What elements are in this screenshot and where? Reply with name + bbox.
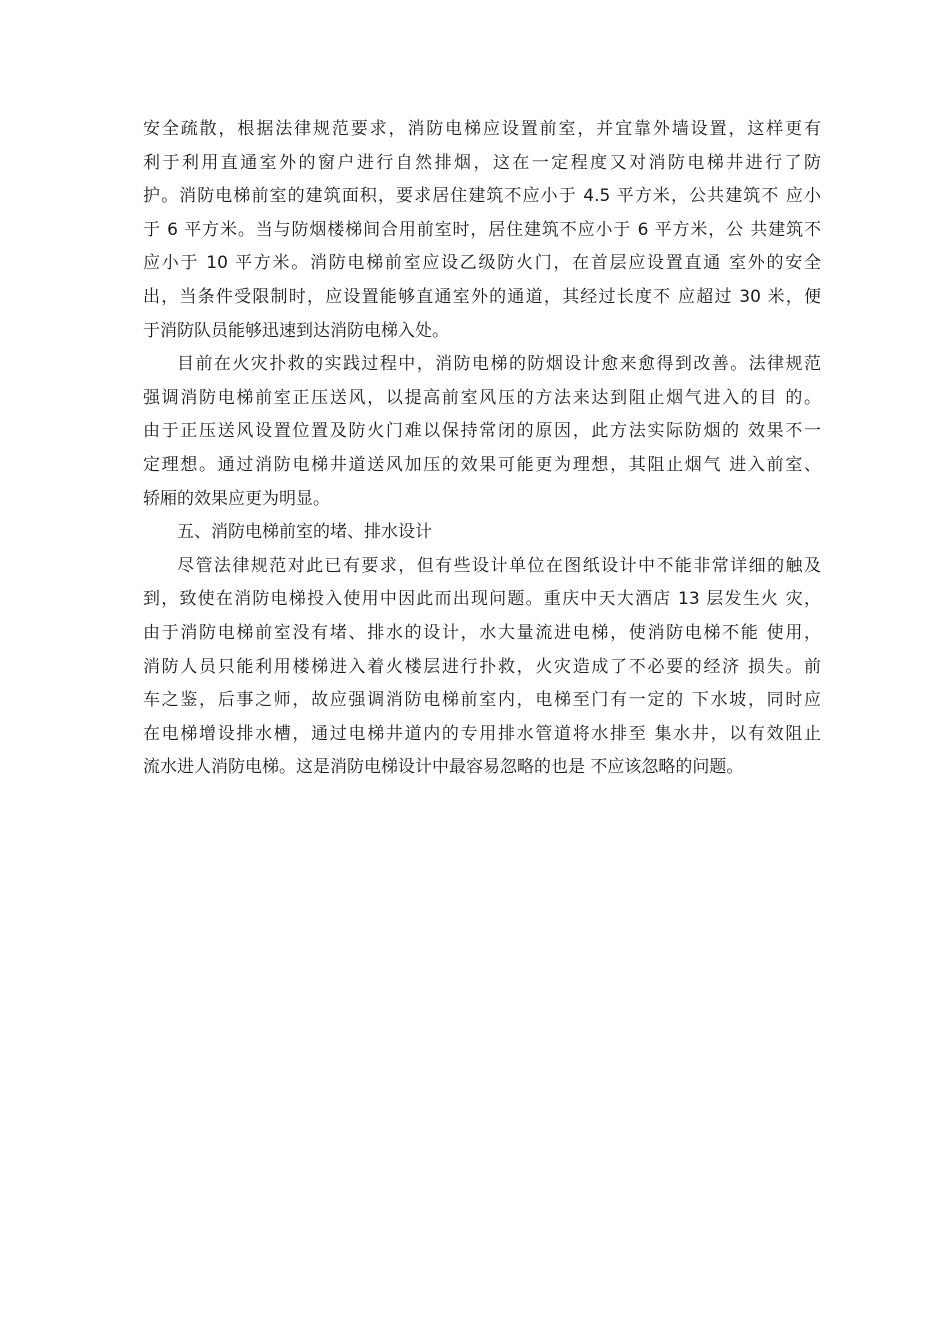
text-line: 出，当条件受限制时，应设置能够直通室外的通道，其经过长度不 应超过 30 米，便 <box>143 286 821 307</box>
text-line: 强调消防电梯前室正压送风，以提高前室风压的方法来达到阻止烟气进入的目 的。 <box>143 387 821 408</box>
section-heading: 五、消防电梯前室的堵、排水设计 <box>177 522 432 543</box>
text-line: 目前在火灾扑救的实践过程中，消防电梯的防烟设计愈来愈得到改善。法律规范 <box>177 354 821 375</box>
document-body <box>143 113 821 785</box>
text-line: 由于正压送风设置位置及防火门难以保持常闭的原因，此方法实际防烟的 效果不一 <box>143 421 821 442</box>
text-line: 车之鉴，后事之师，故应强调消防电梯前室内，电梯至门有一定的 下水坡，同时应 <box>143 690 821 711</box>
paragraph-evacuation <box>143 113 821 348</box>
text-line: 到，致使在消防电梯投入使用中因此而出现问题。重庆中天大酒店 13 层发生火 灾， <box>143 589 821 610</box>
text-line: 利于利用直通室外的窗户进行自然排烟，这在一定程度又对消防电梯井进行了防 <box>143 152 821 173</box>
text-line: 应小于 10 平方米。消防电梯前室应设乙级防火门，在首层应设置直通 室外的安全 <box>143 253 821 274</box>
text-line: 安全疏散，根据法律规范要求，消防电梯应设置前室，并宜靠外墙设置，这样更有 <box>143 119 821 139</box>
paragraph-drainage <box>143 550 821 785</box>
text-line: 尽管法律规范对此已有要求，但有些设计单位在图纸设计中不能非常详细的触及 <box>177 555 821 576</box>
text-line: 消防人员只能利用楼梯进入着火楼层进行扑救，火灾造成了不必要的经济 损失。前 <box>143 656 821 677</box>
paragraph-smoke-control <box>143 348 821 516</box>
text-line: 由于消防电梯前室没有堵、排水的设计，水大量流进电梯，使消防电梯不能 使用， <box>143 622 821 643</box>
text-line: 定理想。通过消防电梯井道送风加压的效果可能更为理想，其阻止烟气 进入前室、 <box>143 454 821 475</box>
text-line: 在电梯增设排水槽，通过电梯井道内的专用排水管道将水排至 集水井，以有效阻止 <box>143 723 821 744</box>
text-line: 于 6 平方米。当与防烟楼梯间合用前室时，居住建筑不应小于 6 平方米，公 共建筑不 <box>143 219 821 240</box>
text-line: 护。消防电梯前室的建筑面积，要求居住建筑不应小于 4.5 平方米，公共建筑不 应小 <box>143 186 821 207</box>
text-line: 于消防队员能够迅速到达消防电梯入处。 <box>143 320 449 341</box>
text-line: 轿厢的效果应更为明显。 <box>143 488 330 509</box>
text-line: 流水进人消防电梯。这是消防电梯设计中最容易忽略的也是 不应该忽略的问题。 <box>143 757 744 778</box>
